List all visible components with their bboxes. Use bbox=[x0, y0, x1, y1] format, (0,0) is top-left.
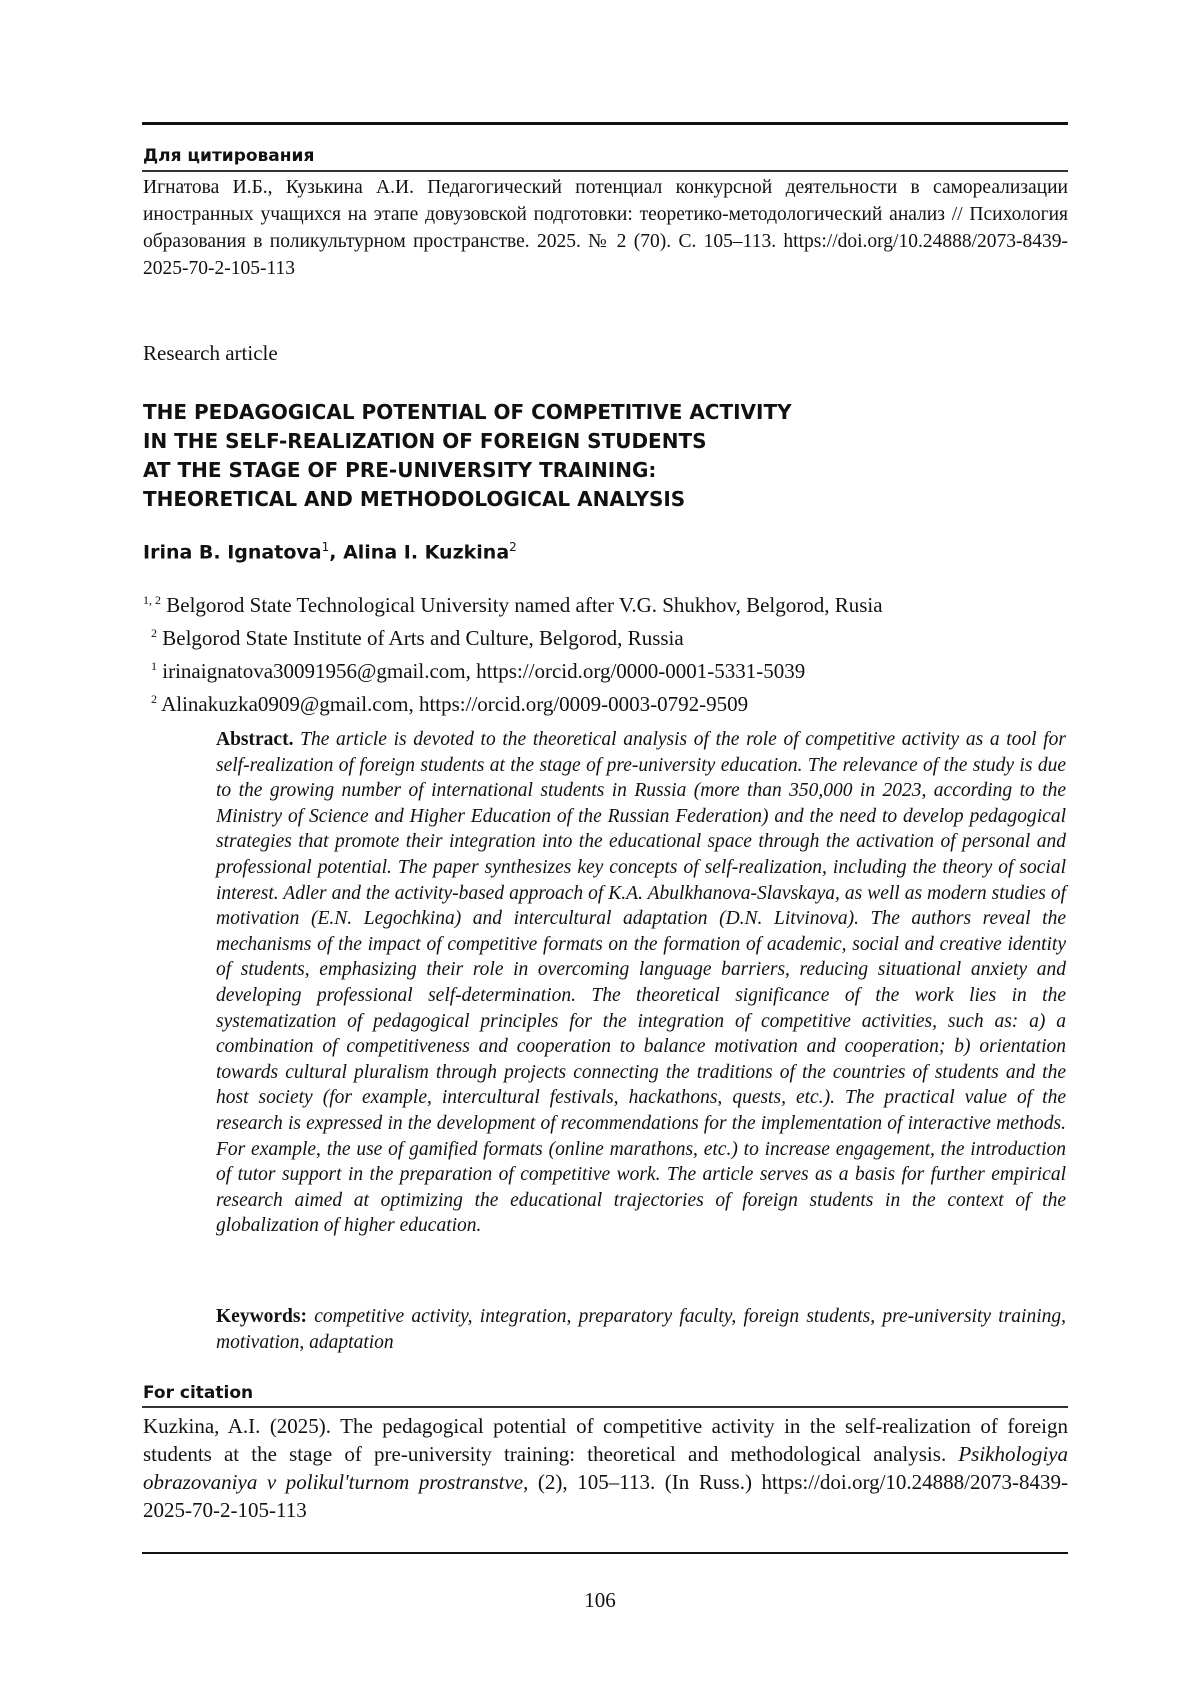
author-name: Alina I. Kuzkina bbox=[343, 541, 509, 563]
affiliations bbox=[143, 586, 883, 718]
en-citation-heading: For citation bbox=[143, 1383, 253, 1403]
bottom-rule bbox=[142, 1552, 1068, 1554]
ru-citation-text: Игнатова И.Б., Кузькина А.И. Педагогический потенциал конкурсной деятельности в самореализации иностранных учащихся на этапе довузовской подготовки: теоретико-методологический анализ // Психология образования в поликультурном пространстве. 2025. № 2 (70). С. 105–113. https://doi.org/10.24888/2073-8439-2025-70-2-105-113 bbox=[143, 174, 1068, 282]
divider bbox=[142, 1406, 1068, 1408]
authors: Irina B. Ignatova1, Alina I. Kuzkina2 bbox=[143, 540, 517, 563]
abstract-label: Abstract. bbox=[216, 729, 293, 750]
title-line: AT THE STAGE OF PRE-UNIVERSITY TRAINING: bbox=[143, 456, 792, 485]
affiliation bbox=[143, 586, 883, 619]
aff-sup: 2 bbox=[151, 692, 157, 706]
aff-text[interactable]: irinaignatova30091956@gmail.com, https://orcid.org/0000-0001-5331-5039 bbox=[162, 659, 805, 683]
article-title bbox=[143, 398, 792, 514]
author-sup: 2 bbox=[509, 540, 517, 554]
abstract-text: The article is devoted to the theoretical analysis of the role of competitive activity as a tool for self-realization of foreign students at the stage of pre-university education. The relevance of the study is due to the growing number of international students in Russia (more than 350,000 in 2023, according to the Ministry of Science and Higher Education of the Russian Federation) and the need to develop pedagogical strategies that promote their integration into the educational space through the activation of personal and professional potential. The paper synthesizes key concepts of self-realization, including the theory of social interest. Adler and the activity-based approach of K.A. Abulkhanova-Slavskaya, as well as modern studies of motivation (E.N. Legochkina) and intercultural adaptation (D.N. Litvinova). The authors reveal the mechanisms of the impact of competitive formats on the formation of academic, social and creative identity of students, emphasizing their role in overcoming language barriers, reducing situational anxiety and developing professional self-determination. The theoretical significance of the work lies in the systematization of pedagogical principles for the integration of competitive activities, such as: a) a combination of competitiveness and cooperation to balance motivation and cooperation; b) orientation towards cultural pluralism through projects connecting the traditions of the countries of students and the host society (for example, intercultural festivals, hackathons, quests, etc.). The practical value of the research is expressed in the development of recommendations for the implementation of interactive methods. For example, the use of gamified formats (online marathons, etc.) to increase engagement, the introduction of tutor support in the preparation of competitive work. The article serves as a basis for further empirical research aimed at optimizing the educational trajectories of foreign students in the context of the globalization of higher education. bbox=[216, 729, 1066, 1236]
aff-text: Belgorod State Institute of Arts and Culture, Belgorod, Russia bbox=[162, 626, 683, 650]
aff-sup: 1, 2 bbox=[143, 593, 161, 607]
citation-journal: Psikhologiya obrazovaniya v polikul'turnom prostranstve bbox=[143, 1442, 1068, 1494]
divider bbox=[142, 170, 1068, 172]
keywords bbox=[216, 1304, 1066, 1355]
keywords-text: competitive activity, integration, preparatory faculty, foreign students, pre-university training, motivation, adaptation bbox=[216, 1306, 1066, 1353]
aff-sup: 2 bbox=[151, 626, 157, 640]
aff-sup: 1 bbox=[151, 659, 157, 673]
article-type: Research article bbox=[143, 341, 278, 366]
affiliation bbox=[143, 619, 883, 652]
citation-part: Kuzkina, A.I. (2025). The pedagogical potential of competitive activity in the self-realization of foreign students at the stage of pre-university training: theoretical and methodological analysis. bbox=[143, 1414, 1068, 1466]
en-citation-text bbox=[143, 1412, 1068, 1524]
affiliation bbox=[143, 685, 883, 718]
aff-text: Belgorod State Technological University named after V.G. Shukhov, Belgorod, Rusia bbox=[166, 593, 882, 617]
top-rule bbox=[142, 122, 1068, 125]
affiliation bbox=[143, 652, 883, 685]
paper-page bbox=[0, 0, 1200, 1697]
author-name: Irina B. Ignatova bbox=[143, 541, 322, 563]
title-line: THE PEDAGOGICAL POTENTIAL OF COMPETITIVE ACTIVITY bbox=[143, 398, 792, 427]
title-line: IN THE SELF-REALIZATION OF FOREIGN STUDENTS bbox=[143, 427, 792, 456]
ru-citation-heading: Для цитирования bbox=[143, 146, 314, 166]
aff-text[interactable]: Alinakuzka0909@gmail.com, https://orcid.org/0009-0003-0792-9509 bbox=[161, 692, 748, 716]
citation-part: , (2), 105–113. (In Russ.) https://doi.org/10.24888/2073-8439-2025-70-2-105-113 bbox=[143, 1470, 1068, 1522]
title-line: THEORETICAL AND METHODOLOGICAL ANALYSIS bbox=[143, 485, 792, 514]
abstract bbox=[216, 727, 1066, 1239]
keywords-label: Keywords: bbox=[216, 1306, 307, 1327]
author-sup: 1 bbox=[322, 540, 330, 554]
page-number: 106 bbox=[0, 1588, 1200, 1613]
